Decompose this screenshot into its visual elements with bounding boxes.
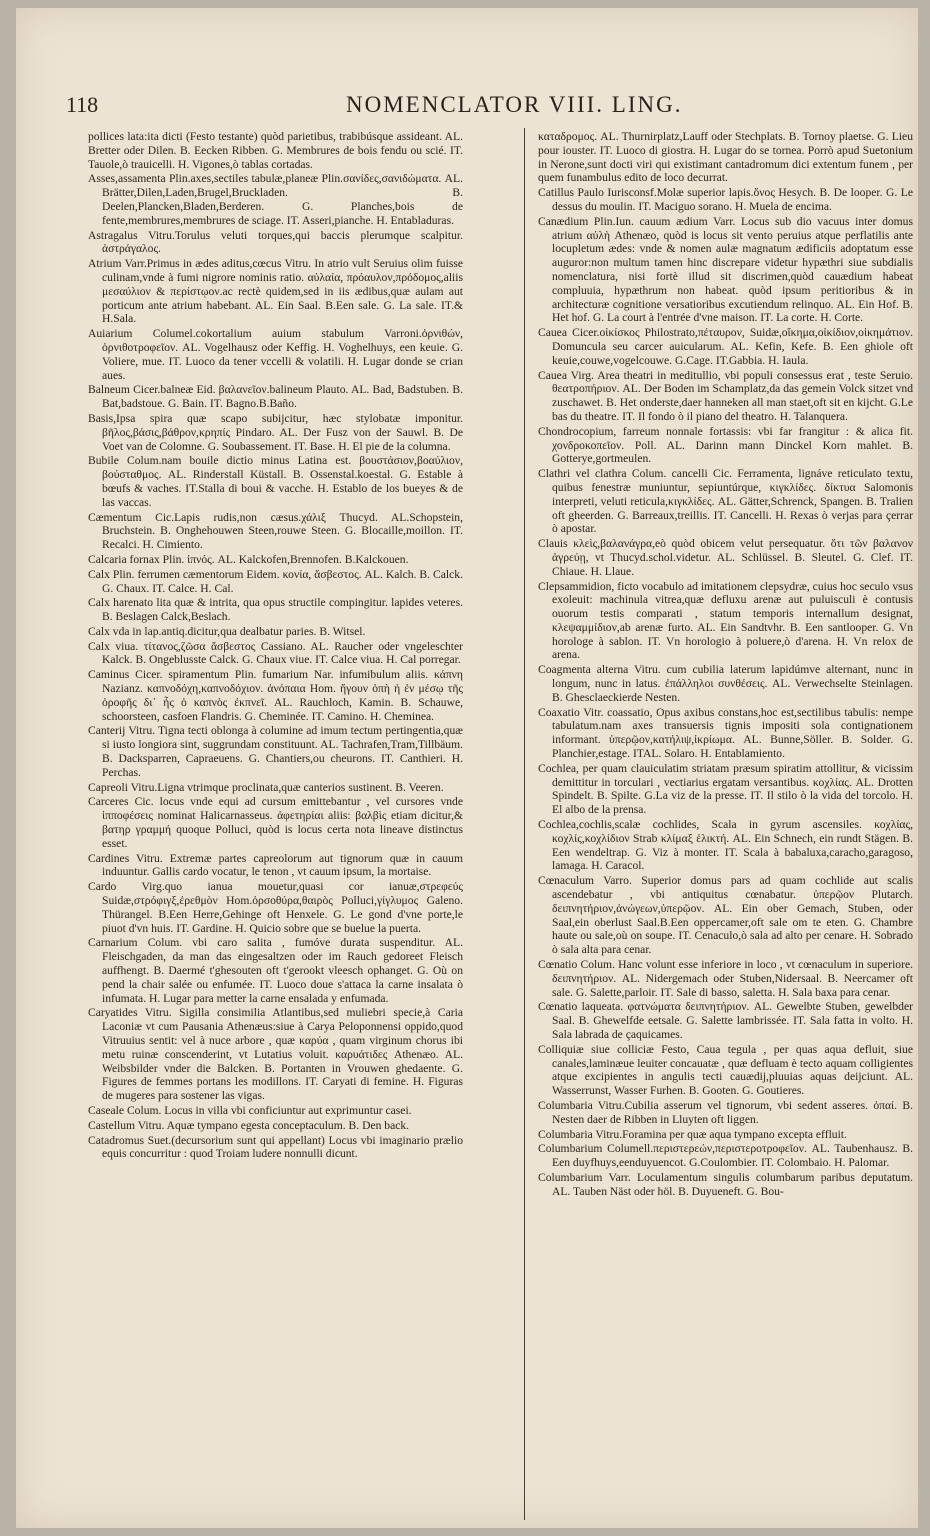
dictionary-entry: Bubile Colum.nam bouile dictio minus Latina est. βουστάσιον,βοαύλιον, βούσταθμος. AL. Rinderstall Küstall. B. Ossenstal.koestal. G. Estable à bœufs & vaches. IT.Stalla di boui & vacche. H. Establo de los bueyes & de las vaccas.: [88, 454, 463, 509]
dictionary-entry: Cochlea,cochlis,scalæ cochlides, Scala in gyrum ascensiles. κοχλίας, κοχλίς,κοχλίδιον Strab κλίμαξ ἑλικτή. AL. Ein Schnech, ein rundt Stägen. B. Een wendeltrap. G. Viz à monter. IT. Scala à babaluxa,caracho,garagoso, lamaga. H. Caracol.: [538, 818, 913, 873]
dictionary-entry: Calx vda in lap.antiq.dicitur,qua dealbatur paries. B. Witsel.: [88, 624, 366, 638]
dictionary-entry: Cardo Virg.quo ianua mouetur,quasi cor ianuæ,στρεφεύς Suidæ,στρόφιγξ,ἐρεθμὸν Hom.ὀρσοθύρα,θαιρὸς Polluci,γίγλυμος Galeno. Thürangel. B.Een Herre,Gehinge oft Henxele. G. Le gond d'vne porte,le piuot d'vn huis. IT. Gardine. H. Quicio sobre que se buelue la puerta.: [88, 880, 463, 935]
dictionary-entry: Clathri vel clathra Colum. cancelli Cic. Ferramenta, lignáve reticulato textu, quibus fenestræ muniuntur, sepiuntúrque, κιγκλίδες. δίκτυα Salomonis interpreti, veluti reticula,κιγκλίδες. AL. Gätter,Schrenck, Spangen. B. Tralien oft gheerden. G. Barreaux,treillis. IT. Cancelli. H. Rexas ò verjas para çerrar ò apostar.: [538, 467, 913, 536]
dictionary-entry: Canterij Vitru. Tigna tecti oblonga à columine ad imum tectum pertingentia,quæ si iusto longiora sint, suggrundam constituunt. AL. Tachrafen,Tram,Tillbäum. B. Dacksparren, Capraeuens. G. Chantiers,ou cheurons. IT. Canthieri. H. Perchas.: [88, 724, 463, 779]
dictionary-entry: Coaxatio Vitr. coassatio, Opus axibus constans,hoc est,sectilibus tabulis: nempe tabulatum.nam axes transuersis tignis impositi sola contignationem informant. ὑπερῷον,κατήλιψ,ἰκρίωμα. AL. Bunne,Söller. B. Solder. G. Planchier,estage. ITAL. Solaro. H. Entablamiento.: [538, 705, 913, 761]
dictionary-entry: Astragalus Vitru.Torulus veluti torques,qui baccis plerumque scalpitur. ἀστράγαλος.: [88, 228, 463, 256]
dictionary-entry: Columbaria Vitru.Foramina per quæ aqua tympano excepta effluit.: [538, 1127, 847, 1141]
dictionary-entry: Clepsammidion, ficto vocabulo ad imitationem clepsydræ, cuius hoc seculo vsus exoleuit: machinula vitrea,quæ defluxu arenæ aut puluisculi è contusis ouorum testis comparati , statum temporis internallum designat, κλεψαμμίδιον,ab arenæ furto. AL. Ein Sandtvhr. B. Een santlooper. G. Vn horologe à sablon. IT. Vn horologio à poluere,ò d'arena. H. Vn relox de arena.: [538, 579, 913, 662]
dictionary-entry: Calx Plin. ferrumen cæmentorum Eidem. κονία, ἄσβεστος. AL. Kalch. B. Calck. G. Chaux. IT. Calce. H. Cal.: [88, 567, 463, 595]
dictionary-entry: Canædium Plin.Iun. cauum ædium Varr. Locus sub dio vacuus inter domus atrium αὐλὴ Athenæo, quòd is locus sit vento peruius atque perflatilis ante locupletum ædes: vnde & nomen aulæ magnatum ædificiis adoptatum esse auguror:non multum tamen hinc discrepare videtur hypæthri siue subdialis nomenclatura, nisi fortè illud sit discrimen,quòd cauædium habeat compluuia, hypæthrum non habeat. quòd ipsum peritioribus & in architecturæ cognitione versatioribus excutiendum relinquo. AL. Ein Hof. B. Het hof. G. La court à l'entrée d'vne maison. IT. La corte. H. Corte.: [538, 214, 913, 325]
dictionary-entry: Clauis κλεὶς,βαλανάγρα,eò quòd obicem velut persequatur. ὅτι τῶν βαλανον ἀγρεύῃ, vt Thucyd.schol.videtur. AL. Schlüssel. B. Sleutel. G. Clef. IT. Chiaue. H. Llaue.: [538, 537, 913, 578]
dictionary-entry: Calx harenato lita quæ & intrita, qua opus structile compingitur. lapides veteres. B. Beslagen Calck,Beslach.: [88, 596, 463, 624]
dictionary-entry: Coagmenta alterna Vitru. cum cubilia laterum lapidúmve alternant, nunc in longum, nunc in latus. ἐπάλληλοι συνθέσεις. AL. Verwechselte Steinlagen. B. Ghesclaeckierde Nesten.: [538, 663, 913, 704]
book-page: [16, 8, 918, 1528]
dictionary-entry: Cochlea, per quam clauiculatim striatam præsum spiratim attollitur, & vicissim demittitur in torculari , vectiarius ergatam versantibus. κοχλίας. AL. Drotten Spindelt. B. Spilte. G.La viz de la presse. IT. Il stilo ò la vida del torcolo. H. El albo de la prensa.: [538, 761, 913, 817]
dictionary-entry: Asses,assamenta Plin.axes,sectiles tabulæ,planeæ Plin.σανίδες,σανιδώματα. AL. Brätter,Dilen,Laden,Brugel,Bruckladen. B. Deelen,Plancken,Bladen,Berderen. G. Planches,bois de fente,membrures,membrures de sciage. IT. Asseri,pianche. H. Entabladuras.: [88, 172, 463, 227]
dictionary-entry: Chondrocopium, farreum nonnale fortassis: vbi far frangitur : & alica fit. χονδροκοπεῖον. Poll. AL. Darinn mann Dinckel Korn mahlet. B. Gotterye,gortmeulen.: [538, 424, 913, 466]
dictionary-entry: Carnarium Colum. vbi caro salita , fumóve durata suspenditur. AL. Fleischgaden, da man das eingesaltzen oder im Rauch gedoreet Fleisch auffhengt. B. Daermé t'ghesouten oft t'gerookt vleesch ophanget. G. Où on pend la chair salée ou enfumée. IT. Luoco doue s'attaca la carne insalata ò infumata. H. Lugar para metter la carne ensalada y enfumada.: [88, 936, 463, 1005]
dictionary-entry: Calcaria fornax Plin. ἰπνός. AL. Kalckofen,Brennofen. B.Kalckouen.: [88, 552, 409, 566]
dictionary-entry: Cauea Virg. Area theatri in meditullio, vbi populi consessus erat , teste Seruio. θεατροπήριον. AL. Der Boden im Schamplatz,da das gemein Volck sitzet vnd zuschawet. B. Het onderste,daer hanneken all man staet,oft sit en kijcht. G.Le bas du theatre. IT. Il fondo ò il piano del theatro. H. Talanquera.: [538, 368, 913, 423]
page-number: 118: [66, 92, 99, 117]
dictionary-entry: Cœnatio laqueata. φατνώματα δειπνητήριον. AL. Gewelbte Stuben, gewelbder Saal. B. Ghewelfde eetsale. G. Salette lambrissée. IT. Sala fatta in volto. H. Sala labrada de çaquicames.: [538, 1000, 913, 1041]
dictionary-entry: Castellum Vitru. Aquæ tympano egesta conceptaculum. B. Den back.: [88, 1118, 410, 1132]
dictionary-entry: Basis,Ipsa spira quæ scapo subijcitur, hæc stylobatæ imponitur. βῆλος,βάσις,βάθρον,κρηπίς Pindaro. AL. Der Fusz von der Sauwl. B. De Voet van de Colomne. G. Soubassement. IT. Base. H. El pie de la columna.: [88, 411, 463, 453]
dictionary-entry: Caseale Colum. Locus in villa vbi conficiuntur aut exprimuntur casei.: [88, 1103, 412, 1117]
dictionary-entry: Cœnaculum Varro. Superior domus pars ad quam cochlide aut scalis ascendebatur , vbi antiquitus cœnabatur. ὑπερῷον Plutarch. δειπνητήριον,ἀνώγεων,ὑπερῷον. AL. Ein ober Gemach, Stuben, oder Saal,ein oberlust Saal.B.Een oppercamer,oft sale om te eten. G. Chambre haute ou sale,où on soupe. IT. Cenaculo,ò sala ad alto per cenare. H. Sobrado ò sala alta para cenar.: [538, 874, 913, 957]
dictionary-entry: Cæmentum Cic.Lapis rudis,non cæsus.χάλιξ Thucyd. AL.Schopstein, Bruchstein. B. Onghehouwen Steen,rouwe Steen. G. Blocaille,moillon. IT. Recalci. H. Cimiento.: [88, 510, 463, 552]
dictionary-entry: Catillus Paulo Iurisconsf.Molæ superior lapis.ὄνος Hesych. B. De looper. G. Le dessus du moulin. IT. Maciguo sorano. H. Muela de encima.: [538, 186, 913, 213]
dictionary-entry: Cœnatio Colum. Hanc volunt esse inferiore in loco , vt cœnaculum in superiore. δειπνητήριον. AL. Nidergemach oder Stuben,Nidersaal. B. Neercamer oft sale. G. Salette,parloir. IT. Sale di basso, saletta. H. Sala baxa para cenar.: [538, 958, 913, 999]
dictionary-entry: Caminus Cicer. spiramentum Plin. fumarium Nar. infumibulum aliis. κάπνη Nazianz. καπνοδόχη,καπνοδόχιον. ἀνόπαια Hom. ἤγουν ὀπὴ ἡ ἐν μέσῳ τῆς ὀροφῆς δι᾽ ἧς ὁ καπνὸς ἐκπνεῖ. AL. Rauchloch, Kamin. B. Schauwe, schoorsteen, casfoen Flandris. G. Cheminée. IT. Camino. H. Cheminea.: [88, 668, 463, 723]
dictionary-entry: καταδρομος. AL. Thurnirplatz,Lauff oder Stechplats. B. Tornoy plaetse. G. Lieu pour iouster. IT. Luoco di giostra. H. Lugar do se tornea. Porrò apud Suetonium in Nerone,sunt docti viri qui existimant cantadromum dici extentum funem , per quem funambulus edito de loco decurrat.: [538, 130, 913, 185]
dictionary-entry: Columbarium Varr. Loculamentum singulis columbarum paribus deputatum. AL. Tauben Näst oder höl. B. Duyueneft. G. Bou-: [538, 1170, 913, 1198]
dictionary-entry: Cardines Vitru. Extremæ partes capreolorum aut tignorum quæ in cauum induuntur. Gallis cardo vocatur, le tenon , vt cauum ipsum, la mortaise.: [88, 851, 463, 879]
left-column: [88, 130, 463, 1522]
running-head: [66, 92, 896, 122]
dictionary-entry: Carceres Cic. locus vnde equi ad cursum emittebantur , vel cursores vnde ἱπποφέσεις nominat Halicarnasseus. ἀφετηρίαι aliis: βαλβὶς etiam dicitur,& βατηρ γραμμή quoque Polluci, quòd is locus certa nota lineave distinctus esset.: [88, 795, 463, 850]
page-title: NOMENCLATOR VIII. LING.: [346, 92, 683, 117]
dictionary-entry: Colliquiæ siue colliciæ Festo, Caua tegula , per quas aqua defluit, siue canales,laminæue leuiter concauatæ , quæ defluam è tecto aquam colligientes atque excipientes in angulis tecti cauædij,pluuias aquas deijciunt. AL. Wasserrunst, Wasser Furhen. B. Gooten. G. Goutieres.: [538, 1042, 913, 1098]
dictionary-entry: Balneum Cicer.balneæ Eid. βαλανεῖον.balineum Plauto. AL. Bad, Badstuben. B. Bat,badstoue. G. Bain. IT. Bagno.B.Baño.: [88, 383, 463, 411]
dictionary-entry: Capreoli Vitru.Ligna vtrimque proclinata,quæ canterios sustinent. B. Veeren.: [88, 780, 444, 794]
dictionary-entry: pollices lata:ita dicti (Festo testante) quòd parietibus, trabibúsque assideant. AL. Bretter oder Dilen. B. Eecken Ribben. G. Membrures de bois fendu ou scié. IT. Tauole,ò trauicelli. H. Vigones,ò tablas cortadas.: [88, 130, 463, 171]
dictionary-entry: Atrium Varr.Primus in ædes aditus,cœcus Vitru. In atrio vult Seruius olim fuisse culinam,vnde à fumi nigrore nominis ratio. αὐλαία, πρόαυλον,πρόδομος,aliis μεσαύλιον & περίστῳον.ac rectè quidem,sed in iis ædibus,quæ aulam aut porticum ante atrium habebant. AL. Ein Saal. B.Een sale. G. La sale. IT.& H.Sala.: [88, 257, 463, 326]
dictionary-entry: Caryatides Vitru. Sigilla consimilia Atlantibus,sed muliebri specie,à Caria Laconiæ vt cum Pausania Athenæus:siue à Carya Peloponnensi oppido,quod Vitruuius sentit: vel à nuce arbore , quæ καρύα , quam virginum chorus ibi metu ruinæ conscenderint, vt Lutatius voluit. καρυάτιδες Athenæo. AL. Weibsbilder vnder die Balcken. B. Portanten in Vrouwen ghedaente. G. Figures de femmes portans les modillons. IT. Caryati di femine. H. Figuras de mugeres para sostener las vigas.: [88, 1006, 463, 1103]
dictionary-entry: Catadromus Suet.(decursorium sunt qui appellant) Locus vbi imaginario prælio equis concurritur : quod Troiam ludere nonnulli dicunt.: [88, 1133, 463, 1161]
dictionary-entry: Cauea Cicer.οἰκίσκος Philostrato,πέταυρον, Suidæ,οἴκημα,οἰκίδιον,οἰκημάτιον. Domuncula seu carcer auicularum. AL. Kefin, Kefe. B. Een ghiole oft keuie,couwe,vogelcouwe. G.Cage. IT.Gabbia. H. Iaula.: [538, 326, 913, 367]
dictionary-entry: Columbaria Vitru.Cubilia asserum vel tignorum, vbi sedent asseres. ὀπαί. B. Nesten daer de Ribben in Lluyten oft liggen.: [538, 1098, 913, 1126]
right-column: [538, 130, 913, 1522]
column-divider: [524, 128, 525, 1520]
dictionary-entry: Columbarium Columell.περιστερεών,περιστεροτροφεῖον. AL. Taubenhausz. B. Een duyfhuys,eenduyuencot. G.Coulombier. IT. Colombaio. H. Palomar.: [538, 1142, 913, 1170]
dictionary-entry: Auiarium Columel.cokortalium auium stabulum Varroni.ὀρνιθών, ὀρνιθοτροφεῖον. AL. Vogelhausz oder Keffig. H. Voghelhuys, een keuie. G. Voliere, mue. IT. Luoco da tener vccelli & volatili. H. Lugar donde se crian aues.: [88, 327, 463, 382]
dictionary-entry: Calx viua. τίτανος,ζῶσα ἄσβεστος Cassiano. AL. Raucher oder vngeleschter Kalck. B. Ongeblusste Calck. G. Chaux viue. IT. Calce viua. H. Cal porregar.: [88, 639, 463, 667]
